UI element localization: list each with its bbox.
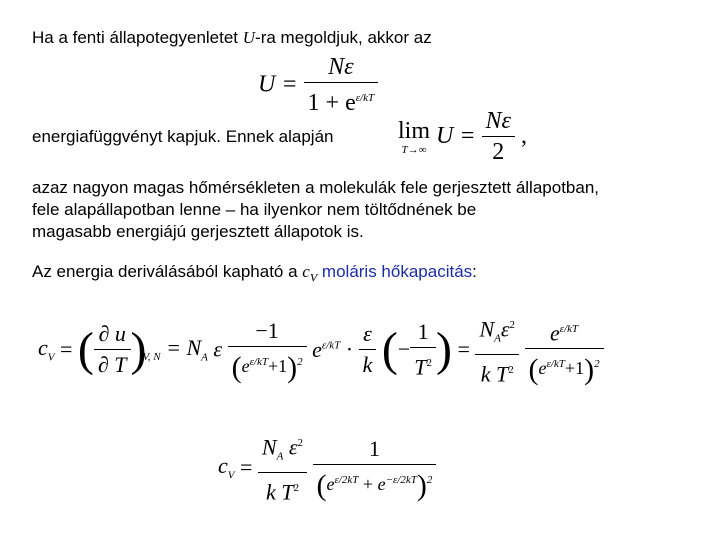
limit-fraction [482,106,515,167]
eq1-lhs: U = [258,71,298,98]
eq2-epsilon: ε [213,336,223,362]
eq1-numerator: Nε [304,52,379,83]
eq3-fraction-1: $\frac{N_A \varepsilon^2}{k T^2}$ [258,428,307,507]
eq2-final-fraction: $\frac{e^{\varepsilon/kT}}{(e^{\varepsilon/kT}+1)^2}$ [525,314,604,385]
variable-c-subscript: V [309,270,318,285]
eq2-derivative: $\frac{\partial u}{\partial T}$ [94,319,131,380]
eq2-one-over-T2: $\frac{1}{T^2}$ [410,317,436,382]
heat-capacity-final [218,428,436,507]
eq3-fraction-2: $\frac{1}{(e^{\varepsilon/2kT} + e^{-\varepsilon/2kT})^2}$ [313,434,437,501]
limit-comma: , [521,123,528,149]
paragraph-line-1: azaz nagyon magas hőmérsékleten a molekulák fele gerjesztett állapotban, [32,178,600,197]
eq2-e-term: $e^{\varepsilon/kT}$ [312,336,341,362]
lim-subscript: T→∞ [401,143,427,156]
eq2-NA-eps2-over-kT2: $\frac{N_A\varepsilon^2}{k T^2}$ [475,310,519,389]
lim-operator: lim T→∞ [398,117,431,156]
eq2-NA: = $N_A$ [166,335,208,364]
heat-capacity-text: Az energia deriválásából kapható a [32,262,303,281]
eq1-fraction [304,52,379,118]
limit-lhs: U = [436,123,476,149]
eq3-equals: = [240,454,253,480]
molar-heat-capacity-term: moláris hőkapacitás [321,262,473,281]
energy-equation [258,52,378,118]
intro-text-start: Ha a fenti állapotegyenletet [32,28,243,47]
eq2-eps-over-k: $\frac{\varepsilon}{k}$ [359,319,377,380]
paragraph-line-2: fele alapállapotban lenne – ha ilyenkor nem töltődnének be [32,200,477,219]
intro-line [32,28,432,48]
paragraph-line-3: magasabb energiájú gerjesztett állapotok is. [32,222,364,241]
eq2-paren-close: ) [130,323,147,377]
heat-capacity-derivation: $c_V$ = ( $\frac{\partial u}{\partial T}$ )$_{V, N} = N_A$ ε $\frac{-1}{(e^{\varepsilon/kT}+1)^2}$ $e^{\varepsilon/kT}$ · $\frac{\varepsilon}{k}$ (− $\frac{1}{T^2}$ ) = $\frac{N_A\varepsilon^2}{k T^2}$ $\frac{e^{\varepsilon/kT}}{(e^{\varepsilon/kT}+1)^2}$ [38,310,604,389]
limit-equation [398,106,527,167]
limit-denominator: 2 [492,139,505,165]
eq2-fraction-1: $\frac{-1}{(e^{\varepsilon/kT}+1)^2}$ [228,316,307,383]
energy-function-line: energiafüggvényt kapjuk. Ennek alapján [32,127,334,146]
eq1-exponent: ε/kT [355,92,375,104]
eq2-equals: = [457,336,470,362]
eq2-deriv-subscript: V, N [142,350,161,363]
eq2-lhs: $c_V$ [38,335,55,364]
variable-c: c [302,262,310,281]
colon: : [472,262,477,281]
heat-capacity-line [32,262,477,287]
variable-U: U [242,28,256,47]
eq2-paren-open: ( [77,323,94,377]
eq2-minus: − [397,336,411,362]
eq1-denominator: $1 + e^{\varepsilon/kT}$ [307,90,375,116]
intro-text-end: -ra megoldjuk, akkor az [255,28,432,47]
eq2-dot: · [345,336,354,362]
eq3-lhs: $c_V$ [218,453,235,482]
limit-numerator: Nε [482,106,515,137]
